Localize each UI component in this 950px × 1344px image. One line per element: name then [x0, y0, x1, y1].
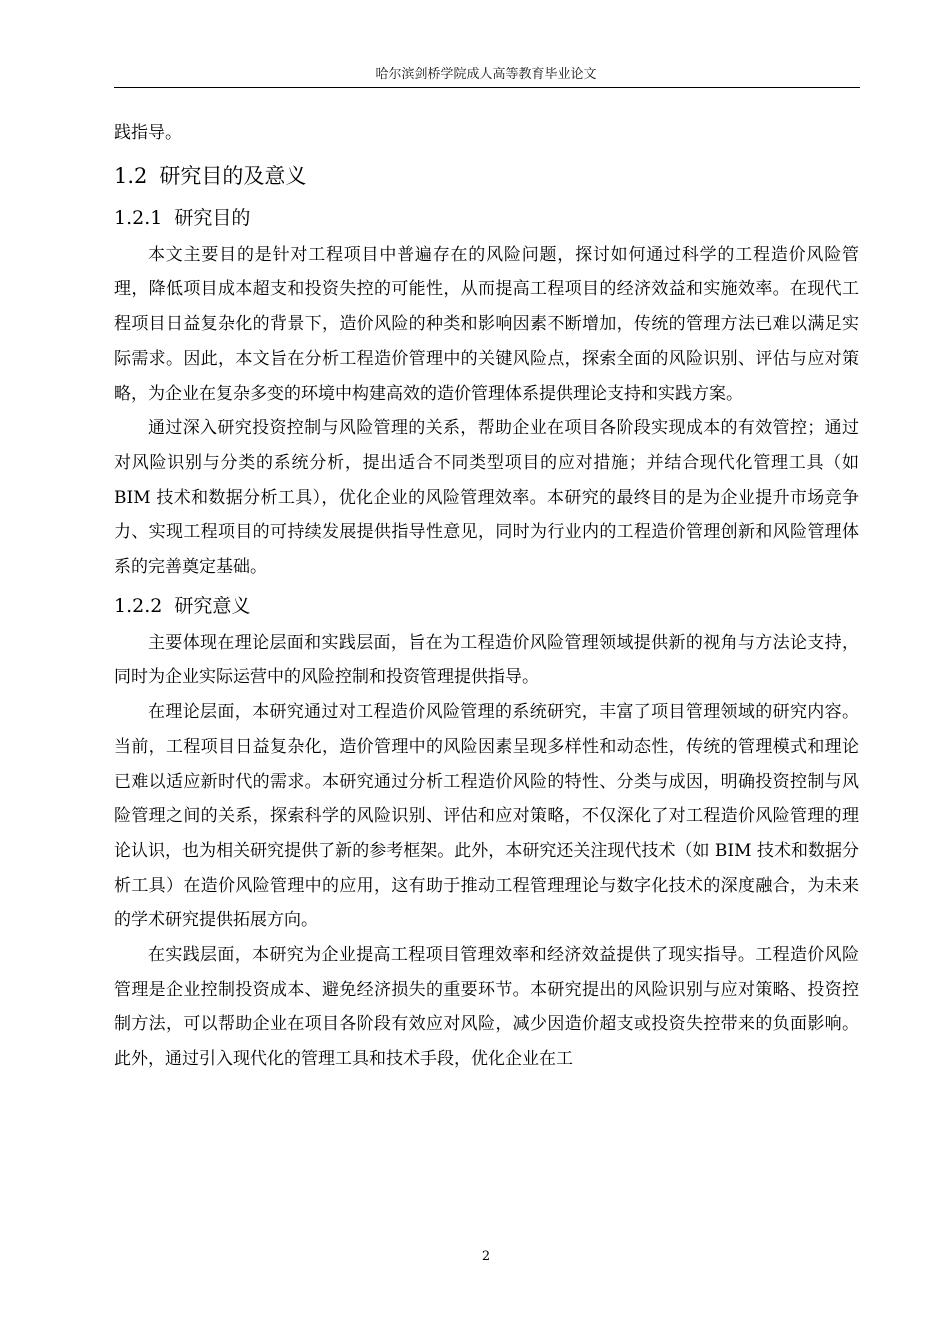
section-title: 研究目的及意义 — [159, 163, 307, 188]
paragraph: 主要体现在理论层面和实践层面，旨在为工程造价风险管理领域提供新的视角与方法论支持，同时为企业实际运营中的风险控制和投资管理提供指导。 — [114, 632, 859, 688]
section-heading — [114, 159, 859, 193]
page-number: 2 — [481, 1249, 491, 1264]
section-number: 1.2 — [114, 163, 148, 188]
subsection-number: 1.2.2 — [114, 594, 163, 617]
running-header: 哈尔滨剑桥学院成人高等教育毕业论文 — [375, 67, 597, 82]
paragraph: 在理论层面，本研究通过对工程造价风险管理的系统研究，丰富了项目管理领域的研究内容。当前，工程项目日益复杂化，造价管理中的风险因素呈现多样性和动态性，传统的管理模式和理论已难以适应新时代的需求。本研究通过分析工程造价风险的特性、分类与成因，明确投资控制与风险管理之间的关系，探索科学的风险识别、评估和应对策略，不仅深化了对工程造价风险管理的理论认识，也为相关研究提供了新的参考框架。此外，本研究还关注现代技术（如 BIM 技术和数据分析工具）在造价风险管理中的应用，这有助于推动工程管理理论与数字化技术的深度融合，为未来的学术研究提供拓展方向。 — [114, 702, 859, 931]
page-body — [114, 116, 859, 1077]
continuation-text: 践指导。 — [114, 123, 182, 143]
paragraph: 通过深入研究投资控制与风险管理的关系，帮助企业在项目各阶段实现成本的有效管控；通过对风险识别与分类的系统分析，提出适合不同类型项目的应对措施；并结合现代化管理工具（如 BIM 技术和数据分析工具），优化企业的风险管理效率。本研究的最终目的是为企业提升市场竞争力、实现工程项目的可持续发展提供指导性意见，同时为行业内的工程造价管理创新和风险管理体系的完善奠定基础。 — [114, 418, 859, 578]
subsection-title: 研究意义 — [174, 594, 251, 617]
subsection-title: 研究目的 — [174, 206, 251, 229]
header-rule — [114, 87, 860, 88]
subsection-heading-significance — [114, 589, 859, 623]
paragraph: 本文主要目的是针对工程项目中普遍存在的风险问题，探讨如何通过科学的工程造价风险管理，降低项目成本超支和投资失控的可能性，从而提高工程项目的经济效益和实施效率。在现代工程项目日益复杂化的背景下，造价风险的种类和影响因素不断增加，传统的管理方法已难以满足实际需求。因此，本文旨在分析工程造价管理中的关键风险点，探索全面的风险识别、评估与应对策略，为企业在复杂多变的环境中构建高效的造价管理体系提供理论支持和实践方案。 — [114, 244, 859, 404]
subsection-number: 1.2.1 — [114, 206, 163, 229]
paragraph: 在实践层面，本研究为企业提高工程项目管理效率和经济效益提供了现实指导。工程造价风险管理是企业控制投资成本、避免经济损失的重要环节。本研究提出的风险识别与应对策略、投资控制方法，可以帮助企业在项目各阶段有效应对风险，减少因造价超支或投资失控带来的负面影响。此外，通过引入现代化的管理工具和技术手段，优化企业在工 — [114, 945, 859, 1070]
subsection-heading-purpose — [114, 201, 859, 235]
